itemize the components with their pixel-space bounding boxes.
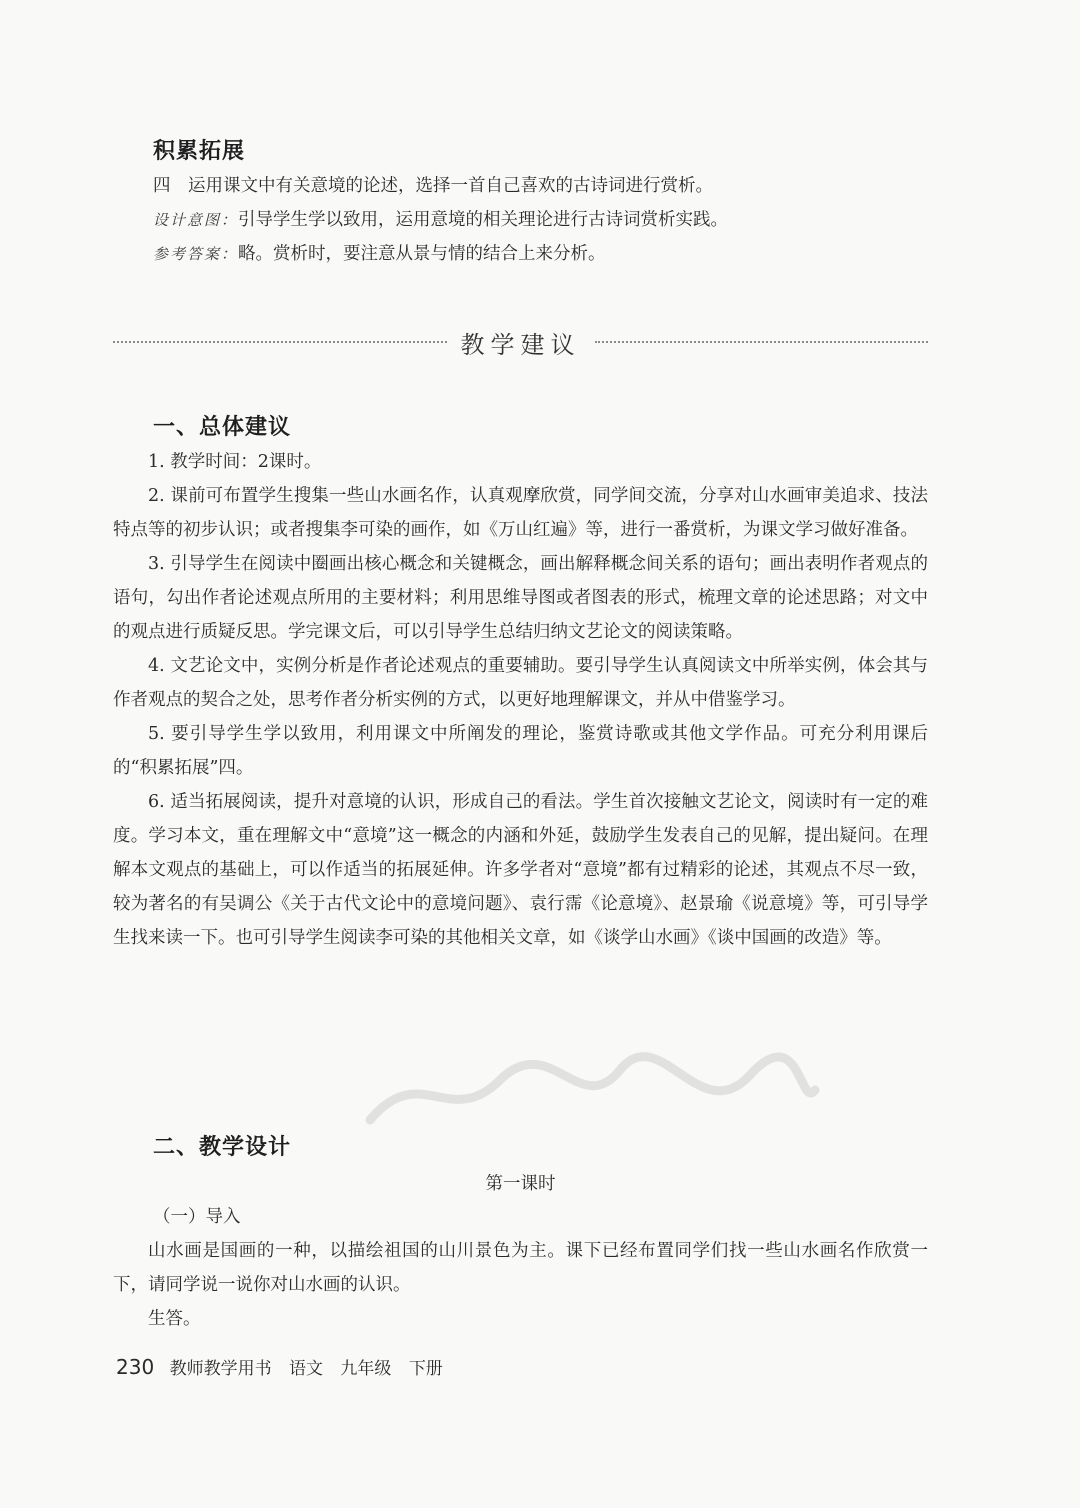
page-footer [116,1354,443,1379]
reference-answer-label: 参考答案： [153,245,239,263]
divider-title: 教学建议 [460,330,581,359]
book-title: 教师教学用书 [169,1359,272,1379]
intro-paragraph: 山水画是国画的一种，以描绘祖国的山川景色为主。课下已经布置同学们找一些山水画名作欣赏一下，请同学说一说你对山水画的认识。 [113,1241,928,1295]
reference-answer-text: 略。赏析时，要注意从景与情的结合上来分析。 [238,244,606,264]
volume: 下册 [408,1359,443,1379]
student-answer: 生答。 [148,1309,201,1329]
suggestion-item: 3. 引导学生在阅读中圈画出核心概念和关键概念，画出解释概念间关系的语句；画出表明作者观点的语句，勾出作者论述观点所用的主要材料；利用思维导图或者图表的形式，梳理文章的论述思路；对文中的观点进行质疑反思。学完课文后，可以引导学生总结归纳文艺论文的阅读策略。 [113,554,928,642]
page-number: 230 [116,1355,155,1379]
teaching-design-heading: 二、教学设计 [153,1134,292,1160]
divider-dots-left [113,341,447,343]
section-divider [113,322,928,362]
divider-dots-right [595,341,929,343]
reference-answer-line [153,237,928,271]
overall-suggestions-heading: 一、总体建议 [153,414,292,440]
suggestion-item: 4. 文艺论文中，实例分析是作者论述观点的重要辅助。要引导学生认真阅读文中所举实例，体会其与作者观点的契合之处，思考作者分析实例的方式，以更好地理解课文，并从中借鉴学习。 [113,656,928,710]
design-intent-line [153,203,928,237]
lesson-title: 第一课时 [485,1174,556,1194]
suggestion-item: 2. 课前可布置学生搜集一些山水画名作，认真观摩欣赏，同学间交流，分享对山水画审美追求、技法特点等的初步认识；或者搜集李可染的画作，如《万山红遍》等，进行一番赏析，为课文学习做好准备。 [113,486,928,540]
lesson-content [113,1200,928,1336]
suggestion-item: 1. 教学时间：2课时。 [148,452,322,472]
design-intent-label: 设计意图： [153,211,239,229]
subject: 语文 [289,1359,323,1379]
suggestion-item: 6. 适当拓展阅读，提升对意境的认识，形成自己的看法。学生首次接触文艺论文，阅读时有一定的难度。学习本文，重在理解文中“意境”这一概念的内涵和外延，鼓励学生发表自己的见解，提出疑问。在理解本文观点的基础上，可以作适当的拓展延伸。许多学者对“意境”都有过精彩的论述，其观点不尽一致，较为著名的有吴调公《关于古代文论中的意境问题》、袁行霈《论意境》、赵景瑜《说意境》等，可引导学生找来读一下。也可引导学生阅读李可染的其他相关文章，如《谈学山水画》《谈中国画的改造》等。 [113,792,928,948]
suggestion-item: 5. 要引导学生学以致用，利用课文中所阐发的理论，鉴赏诗歌或其他文学作品。可充分利用课后的“积累拓展”四。 [113,724,928,778]
question-four: 四 运用课文中有关意境的论述，选择一首自己喜欢的古诗词进行赏析。 [153,176,713,196]
grade: 九年级 [340,1359,392,1379]
overall-suggestions-section [113,410,928,955]
design-intent-text: 引导学生学以致用，运用意境的相关理论进行古诗词赏析实践。 [238,210,729,230]
accumulate-heading: 积累拓展 [153,138,246,164]
intro-subheading: （一）导入 [153,1207,241,1227]
teaching-design-section [113,1130,928,1161]
accumulate-section [113,134,928,271]
watermark-scribble [360,1050,820,1140]
